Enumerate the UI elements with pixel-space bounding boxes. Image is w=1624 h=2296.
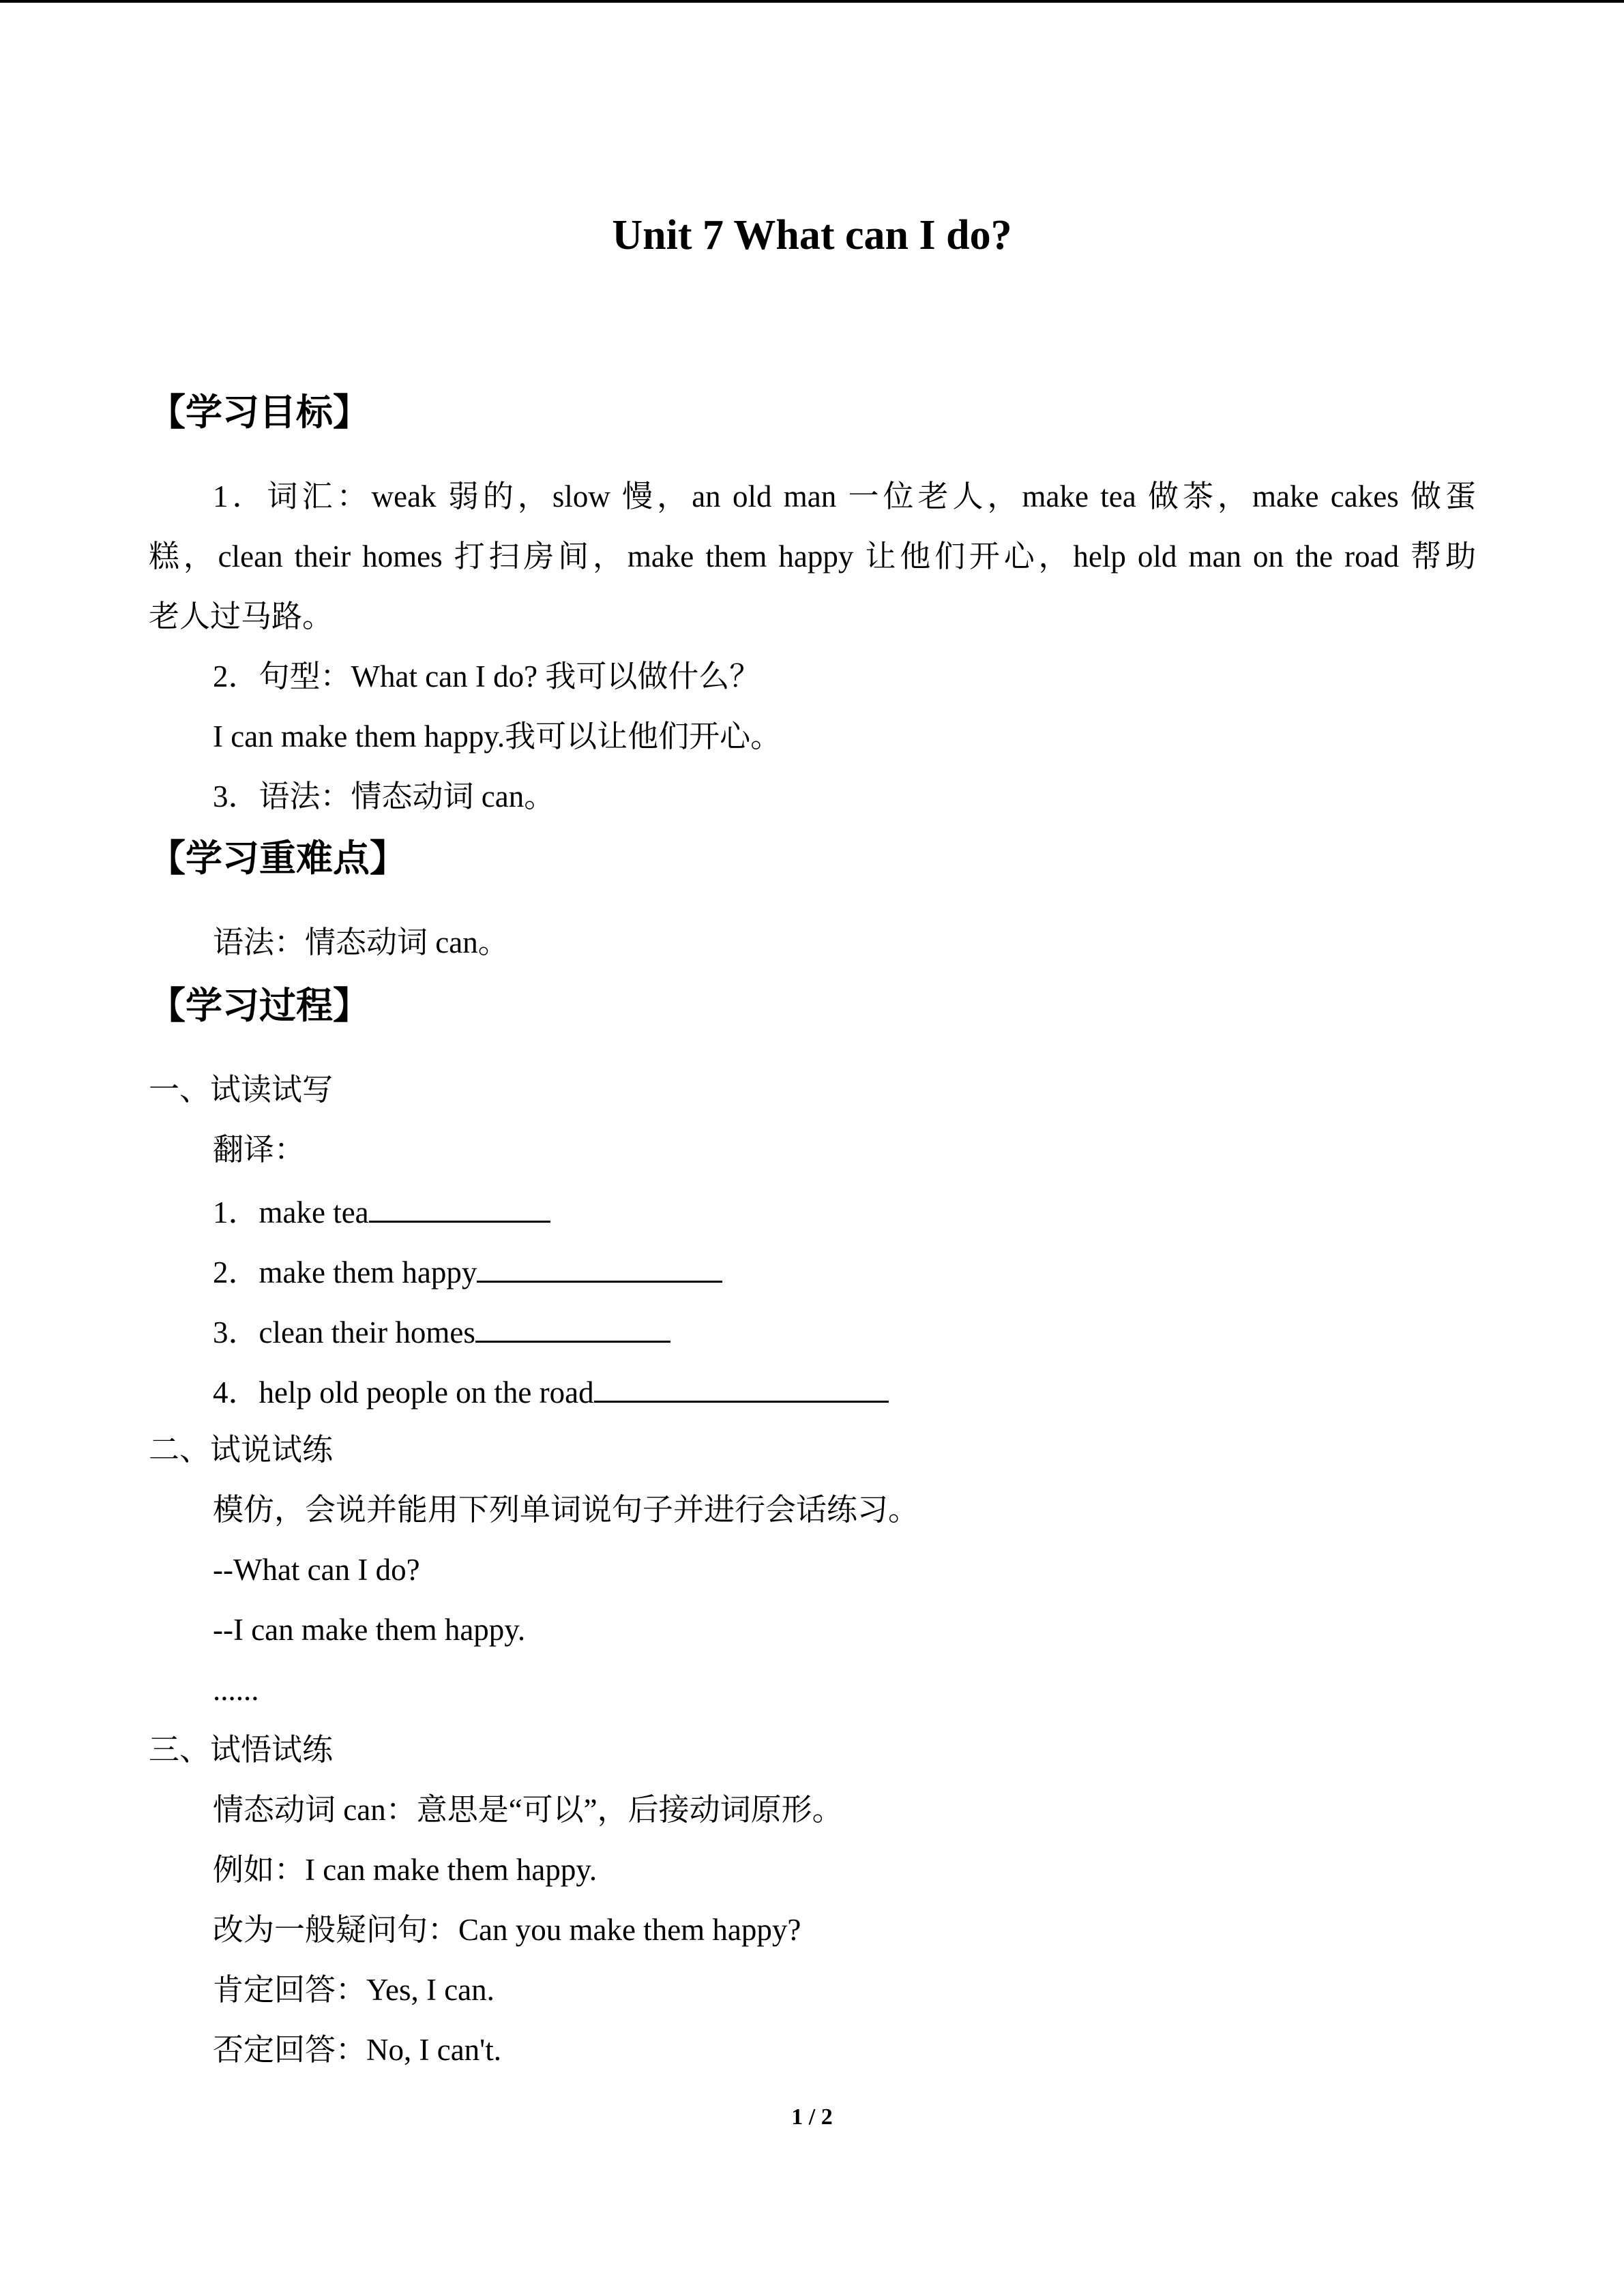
page-number: 1 / 2 [791, 2104, 833, 2130]
grammar-line: 3．语法：情态动词 can。 [213, 779, 555, 814]
answer-blank-4[interactable] [594, 1375, 889, 1403]
dialogue-line-3: ...... [213, 1673, 259, 1707]
vocab-line-1: 1．词汇：weak 弱的，slow 慢，an old man 一位老人，make tea 做茶，make cakes 做蛋 [213, 479, 1476, 513]
answer-blank-3[interactable] [475, 1315, 670, 1343]
translate-item-3 [213, 1315, 670, 1348]
sentence-line-1: 2．句型：What can I do? 我可以做什么？ [213, 659, 761, 694]
key-points-heading: 【学习重难点】 [149, 837, 407, 880]
part1-instruction: 翻译： [213, 1133, 306, 1167]
sentence-line-2: I can make them happy.我可以让他们开心。 [213, 719, 782, 754]
vocab-line-3: 老人过马路。 [149, 599, 334, 633]
translate-item-2-text: 2．make them happy [213, 1255, 477, 1289]
vocab-line-2: 糕，clean their homes 打扫房间，make them happy 让他们开心，help old man on the road 帮助 [149, 539, 1476, 573]
translate-item-4-text: 4．help old people on the road [213, 1375, 594, 1410]
page-top-border [0, 0, 1624, 3]
page-title: Unit 7 What can I do? [612, 212, 1012, 258]
grammar-note-line-2: 例如：I can make them happy. [213, 1853, 597, 1887]
part1-title: 一、试读试写 [149, 1073, 334, 1107]
key-points-text: 语法：情态动词 can。 [213, 925, 509, 959]
process-heading: 【学习过程】 [149, 984, 370, 1027]
answer-blank-2[interactable] [477, 1255, 722, 1283]
part2-instruction: 模仿，会说并能用下列单词说句子并进行会话练习。 [213, 1493, 919, 1527]
translate-item-4 [213, 1375, 889, 1408]
grammar-note-line-1: 情态动词 can：意思是“可以”，后接动词原形。 [213, 1793, 843, 1827]
grammar-note-line-3: 改为一般疑问句：Can you make them happy? [213, 1913, 801, 1947]
grammar-note-line-5: 否定回答：No, I can't. [213, 2033, 502, 2067]
objectives-heading: 【学习目标】 [149, 391, 370, 434]
answer-blank-1[interactable] [369, 1195, 550, 1223]
part2-title: 二、试说试练 [149, 1433, 334, 1467]
dialogue-line-1: --What can I do? [213, 1553, 420, 1587]
translate-item-2 [213, 1255, 722, 1288]
part3-title: 三、试悟试练 [149, 1733, 334, 1767]
translate-item-1 [213, 1195, 550, 1228]
dialogue-line-2: --I can make them happy. [213, 1613, 526, 1647]
translate-item-3-text: 3．clean their homes [213, 1315, 475, 1350]
grammar-note-line-4: 肯定回答：Yes, I can. [213, 1973, 494, 2007]
translate-item-1-text: 1．make tea [213, 1195, 369, 1229]
